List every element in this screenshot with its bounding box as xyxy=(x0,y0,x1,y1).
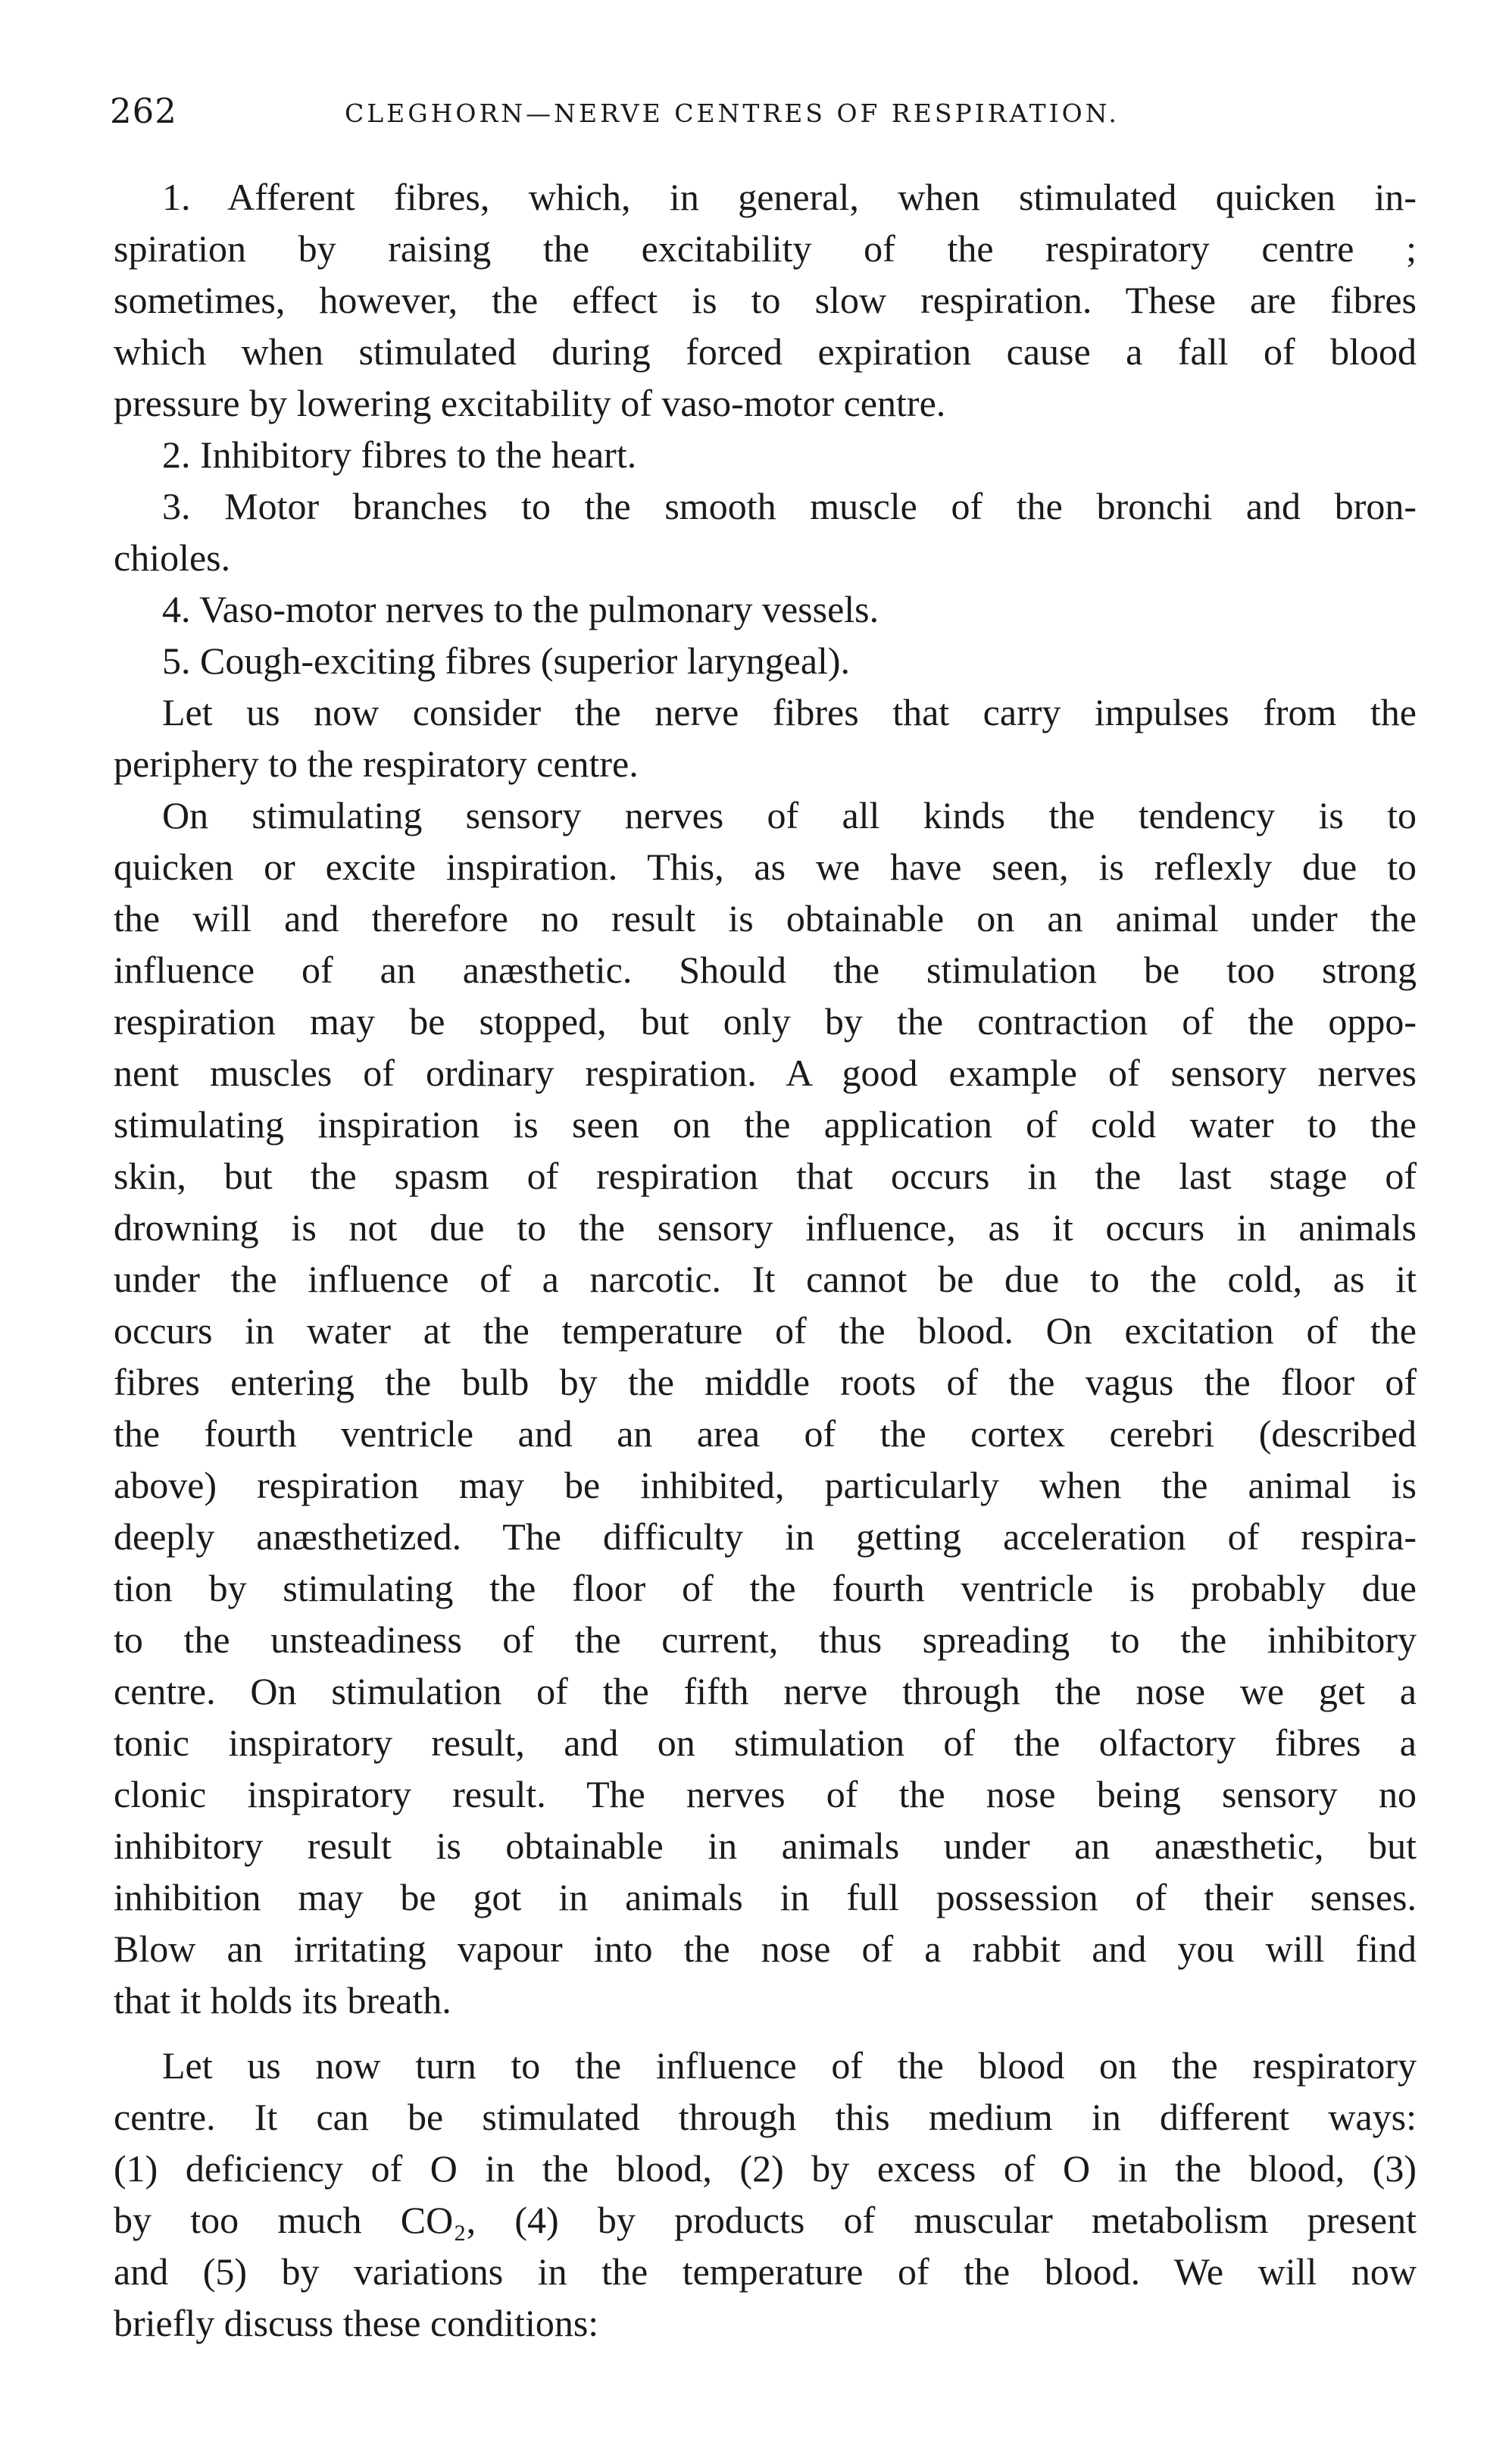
text-line: 5. Cough-exciting fibres (superior laryngeal). xyxy=(162,639,851,682)
text-line: inhibitory result is obtainable in animals under an anæsthetic, but xyxy=(114,1824,1417,1867)
text-line: pressure by lowering excitability of vaso-motor centre. xyxy=(114,382,946,424)
text-line: centre. On stimulation of the fifth nerve through the nose we get a xyxy=(114,1670,1417,1712)
text-line: 2. Inhibitory fibres to the heart. xyxy=(162,433,637,476)
text-line: to the unsteadiness of the current, thus spreading to the inhibitory xyxy=(114,1618,1417,1661)
text-line: the will and therefore no result is obtainable on an animal under the xyxy=(114,897,1417,940)
text-line: occurs in water at the temperature of the blood. On excitation of the xyxy=(114,1309,1417,1352)
text-line: that it holds its breath. xyxy=(114,1979,451,2021)
text-line: drowning is not due to the sensory influence, as it occurs in animals xyxy=(114,1206,1417,1249)
text-line: the fourth ventricle and an area of the cortex cerebri (described xyxy=(114,1412,1417,1455)
text-line: respiration may be stopped, but only by the contraction of the oppo- xyxy=(114,1000,1417,1043)
text-line: 1. Afferent fibres, which, in general, when stimulated quicken in- xyxy=(162,176,1417,218)
text-line: Blow an irritating vapour into the nose of a rabbit and you will find xyxy=(114,1928,1417,1970)
page-number: 262 xyxy=(110,91,177,131)
text-line: and (5) by variations in the temperature of the blood. We will now xyxy=(114,2250,1417,2293)
text-line: inhibition may be got in animals in full possession of their senses. xyxy=(114,1876,1417,1918)
text-line: above) respiration may be inhibited, particularly when the animal is xyxy=(114,1464,1417,1506)
text-line: chioles. xyxy=(114,536,231,579)
text-line: Let us now turn to the influence of the blood on the respiratory xyxy=(162,2044,1417,2087)
running-title: CLEGHORN—NERVE CENTRES OF RESPIRATION. xyxy=(345,98,1120,128)
text-line: deeply anæsthetized. The difficulty in getting acceleration of respira- xyxy=(114,1515,1417,1558)
text-line: by too much CO₂, (4) by products of muscular metabolism present xyxy=(114,2199,1417,2241)
running-head xyxy=(110,91,1432,136)
text-line: tion by stimulating the floor of the fourth ventricle is probably due xyxy=(114,1567,1417,1609)
text-line: spiration by raising the excitability of the respiratory centre ; xyxy=(114,227,1417,270)
text-line: which when stimulated during forced expiration cause a fall of blood xyxy=(114,330,1417,373)
text-line: On stimulating sensory nerves of all kinds the tendency is to xyxy=(162,794,1417,836)
text-line: centre. It can be stimulated through this medium in different ways: xyxy=(114,2096,1417,2138)
body-text xyxy=(114,171,1417,2349)
text-line: quicken or excite inspiration. This, as we have seen, is reflexly due to xyxy=(114,846,1417,888)
paragraph-gap xyxy=(114,2026,1417,2040)
text-line: (1) deficiency of O in the blood, (2) by excess of O in the blood, (3) xyxy=(114,2147,1417,2190)
text-line: tonic inspiratory result, and on stimulation of the olfactory fibres a xyxy=(114,1721,1417,1764)
text-line: sometimes, however, the effect is to slow respiration. These are fibres xyxy=(114,279,1417,321)
text-line: periphery to the respiratory centre. xyxy=(114,743,639,785)
text-line: under the influence of a narcotic. It cannot be due to the cold, as it xyxy=(114,1258,1417,1300)
text-line: fibres entering the bulb by the middle roots of the vagus the floor of xyxy=(114,1361,1417,1403)
text-line: skin, but the spasm of respiration that occurs in the last stage of xyxy=(114,1155,1417,1197)
text-line: Let us now consider the nerve fibres that carry impulses from the xyxy=(162,691,1417,733)
text-line: briefly discuss these conditions: xyxy=(114,2302,599,2344)
text-line: clonic inspiratory result. The nerves of the nose being sensory no xyxy=(114,1773,1417,1815)
text-line: 4. Vaso-motor nerves to the pulmonary vessels. xyxy=(162,588,879,630)
text-line: stimulating inspiration is seen on the application of cold water to the xyxy=(114,1103,1417,1146)
text-line: influence of an anæsthetic. Should the stimulation be too strong xyxy=(114,949,1417,991)
text-line: 3. Motor branches to the smooth muscle of the bronchi and bron- xyxy=(162,485,1417,527)
text-line: nent muscles of ordinary respiration. A good example of sensory nerves xyxy=(114,1052,1417,1094)
